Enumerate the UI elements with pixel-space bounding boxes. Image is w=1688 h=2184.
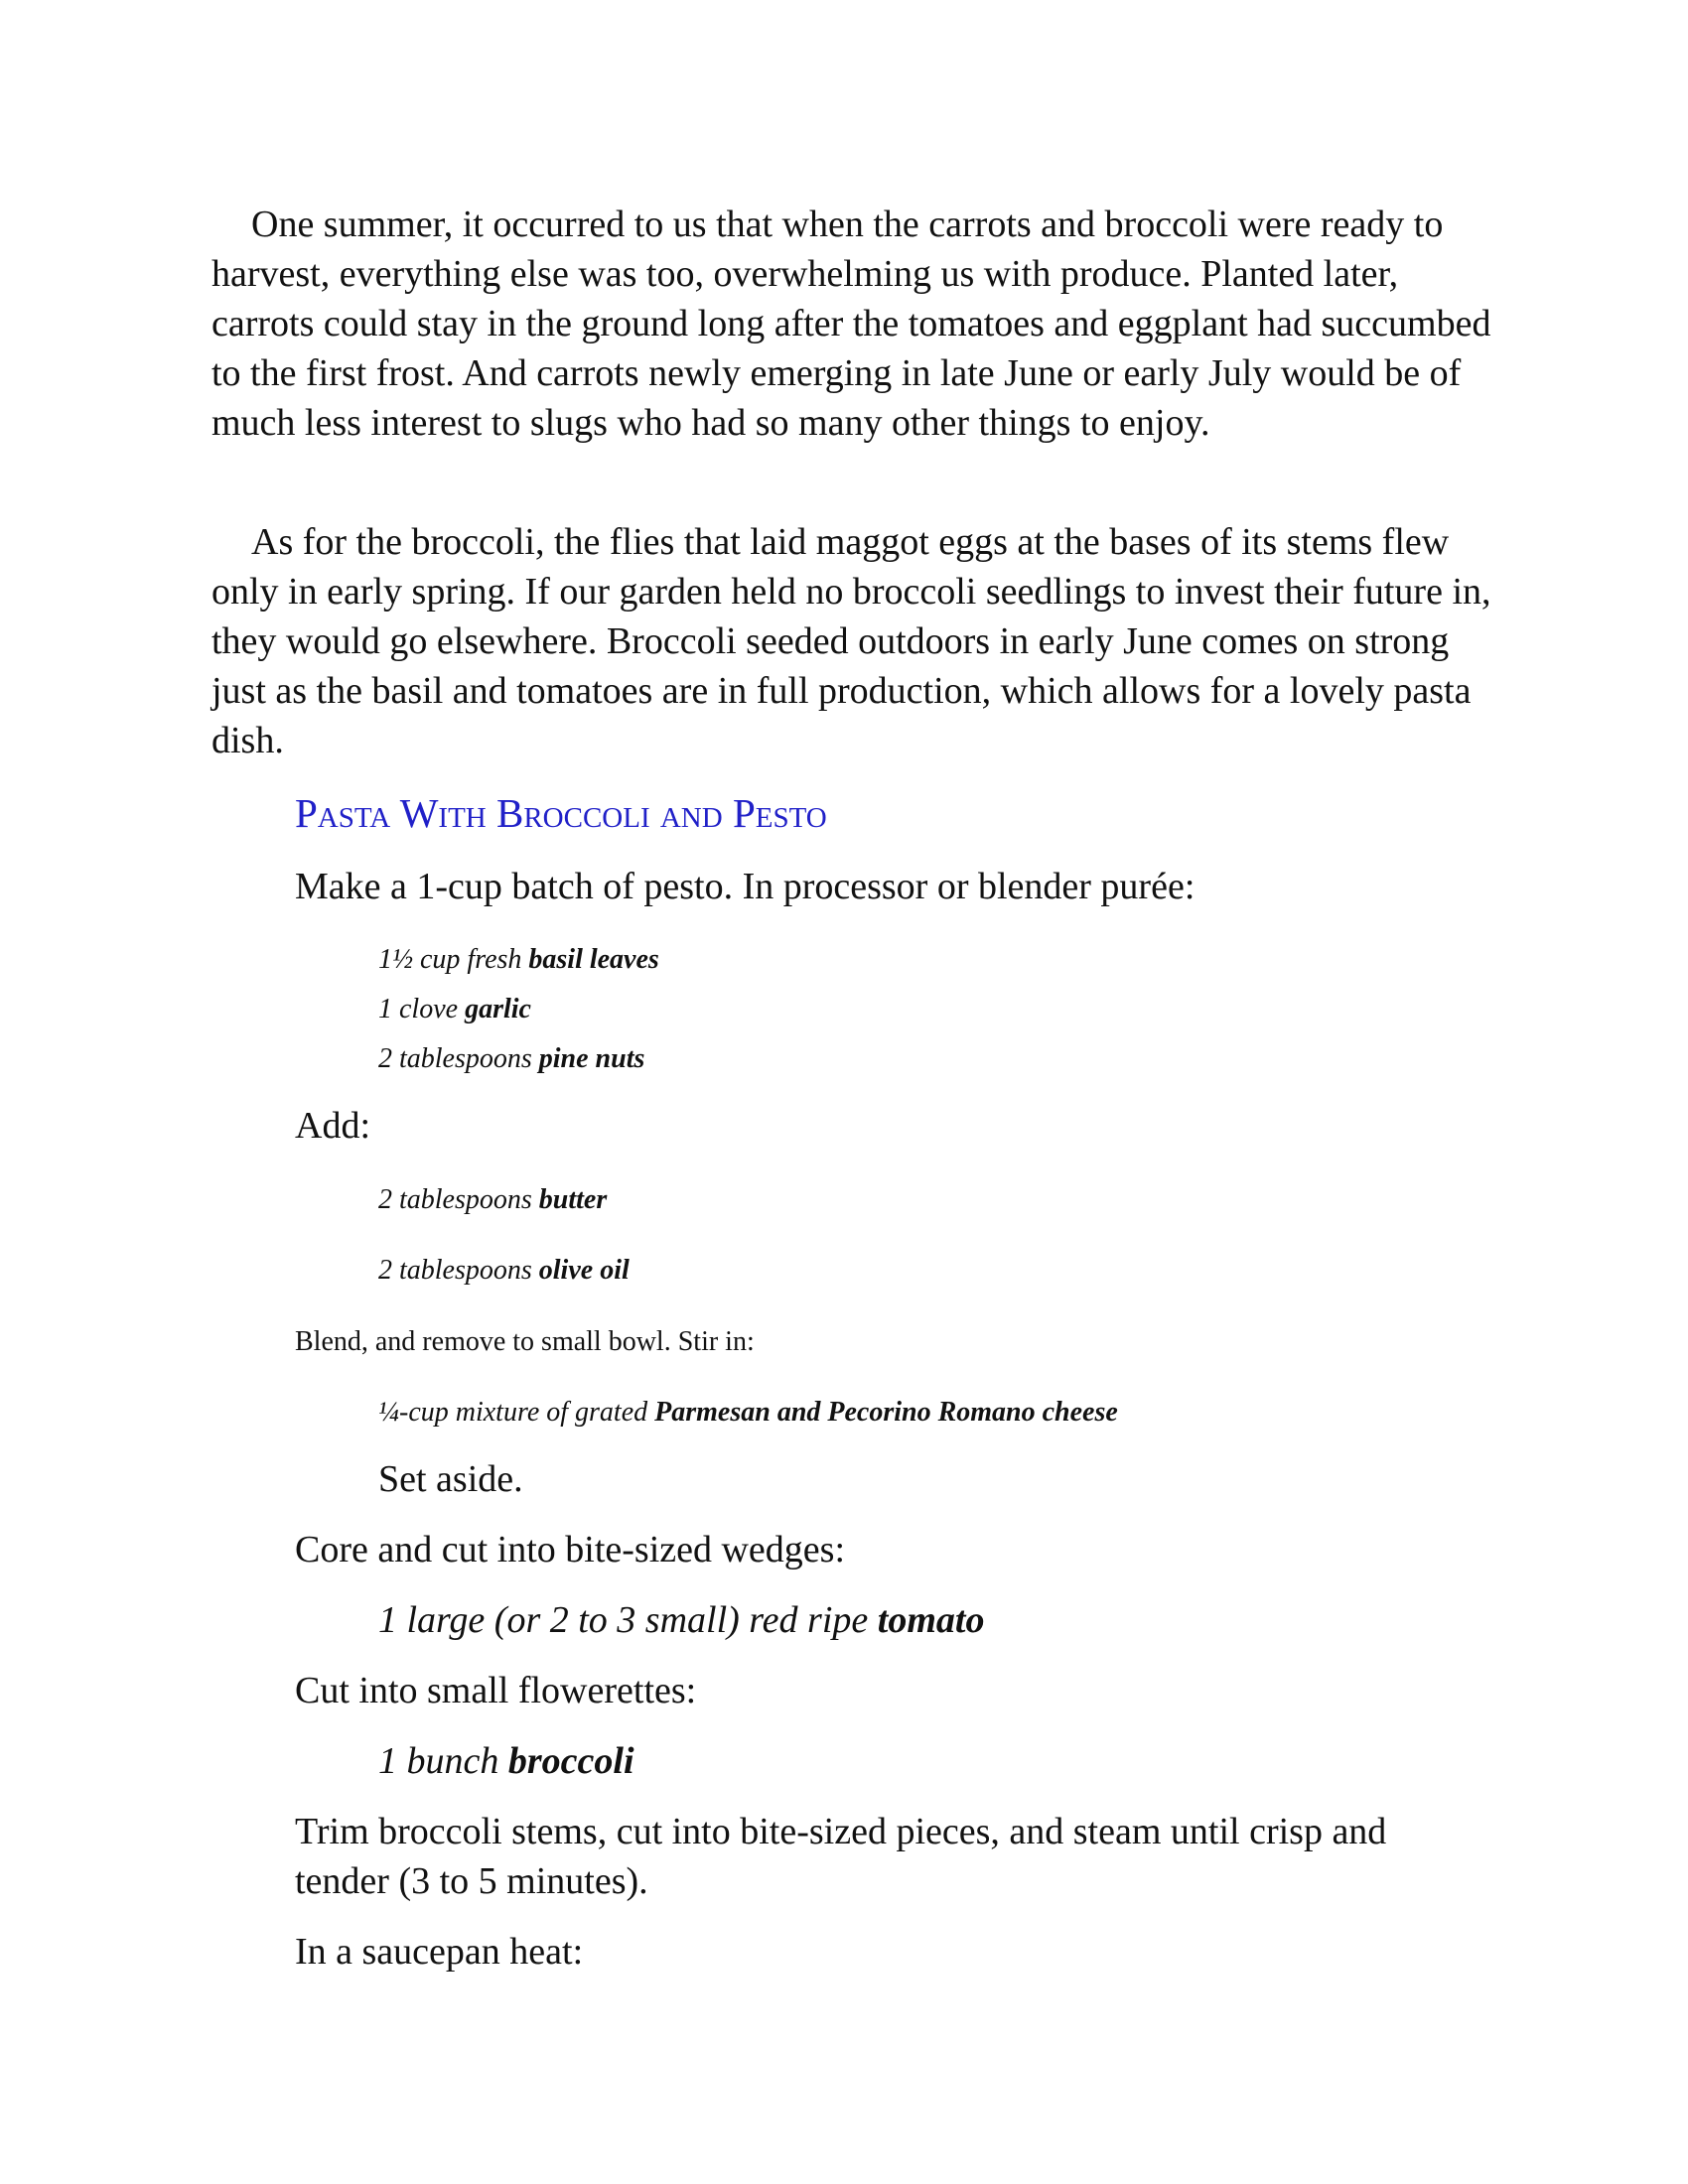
step-core-tomato: Core and cut into bite-sized wedges: [295, 1529, 846, 1570]
ingredient-name: olive oil [538, 1255, 630, 1286]
intro-paragraph-broccoli: As for the broccoli, the flies that laid maggot eggs at the bases of its stems flew only in early spring. If our garden held no broccoli seedlings to invest their future in, they would go elsewhere. Broccoli seeded outdoors in early June comes on strong just as the basil and tomatoes are in full production, which allows for a lovely pasta dish. [211, 521, 1491, 761]
ingredient-qty: 1 bunch [378, 1740, 508, 1782]
step-add: Add: [295, 1105, 370, 1147]
ingredient-qty: 1½ cup fresh [378, 944, 529, 975]
ingredient-olive-oil [378, 1253, 630, 1289]
ingredient-tomato [378, 1595, 984, 1645]
ingredient-qty: 1 clove [378, 994, 466, 1024]
ingredient-garlic [378, 992, 531, 1027]
ingredient-butter [378, 1182, 607, 1218]
ingredient-name: butter [538, 1184, 608, 1215]
ingredient-name: garlic [465, 994, 531, 1024]
ingredient-qty: ¼-cup mixture of grated [378, 1397, 655, 1428]
ingredient-qty: 2 tablespoons [378, 1184, 539, 1215]
step-cut-broccoli: Cut into small flowerettes: [295, 1670, 697, 1711]
intro-paragraph-carrots: One summer, it occurred to us that when the carrots and broccoli were ready to harvest, everything else was too, overwhelming us with produce. Planted later, carrots could stay in the ground long after the tomatoes and eggplant had succumbed to the first frost. And carrots newly emerging in late June or early July would be of much less interest to slugs who had so many other things to enjoy. [211, 204, 1491, 444]
ingredient-qty: 2 tablespoons [378, 1043, 539, 1074]
ingredient-qty: 1 large (or 2 to 3 small) red ripe [378, 1599, 878, 1641]
step-pesto-intro: Make a 1-cup batch of pesto. In processor or blender purée: [295, 866, 1196, 907]
ingredient-name: pine nuts [538, 1043, 645, 1074]
ingredient-name: broccoli [507, 1740, 634, 1782]
ingredient-name: Parmesan and Pecorino Romano cheese [654, 1397, 1118, 1428]
ingredient-qty: 2 tablespoons [378, 1255, 539, 1286]
step-saucepan: In a saucepan heat: [295, 1931, 584, 1973]
ingredient-pine-nuts [378, 1041, 644, 1077]
ingredient-broccoli [378, 1736, 634, 1786]
ingredient-basil [378, 942, 659, 978]
ingredient-name: basil leaves [528, 944, 659, 975]
step-set-aside: Set aside. [378, 1458, 523, 1500]
step-blend: Blend, and remove to small bowl. Stir in: [295, 1326, 755, 1357]
ingredient-cheese [378, 1395, 1118, 1431]
recipe-title: Pasta With Broccoli and Pesto [295, 790, 827, 836]
step-trim-stems: Trim broccoli stems, cut into bite-sized pieces, and steam until crisp and tender (3 to 5 minutes). [295, 1811, 1387, 1902]
ingredient-name: tomato [877, 1599, 985, 1641]
